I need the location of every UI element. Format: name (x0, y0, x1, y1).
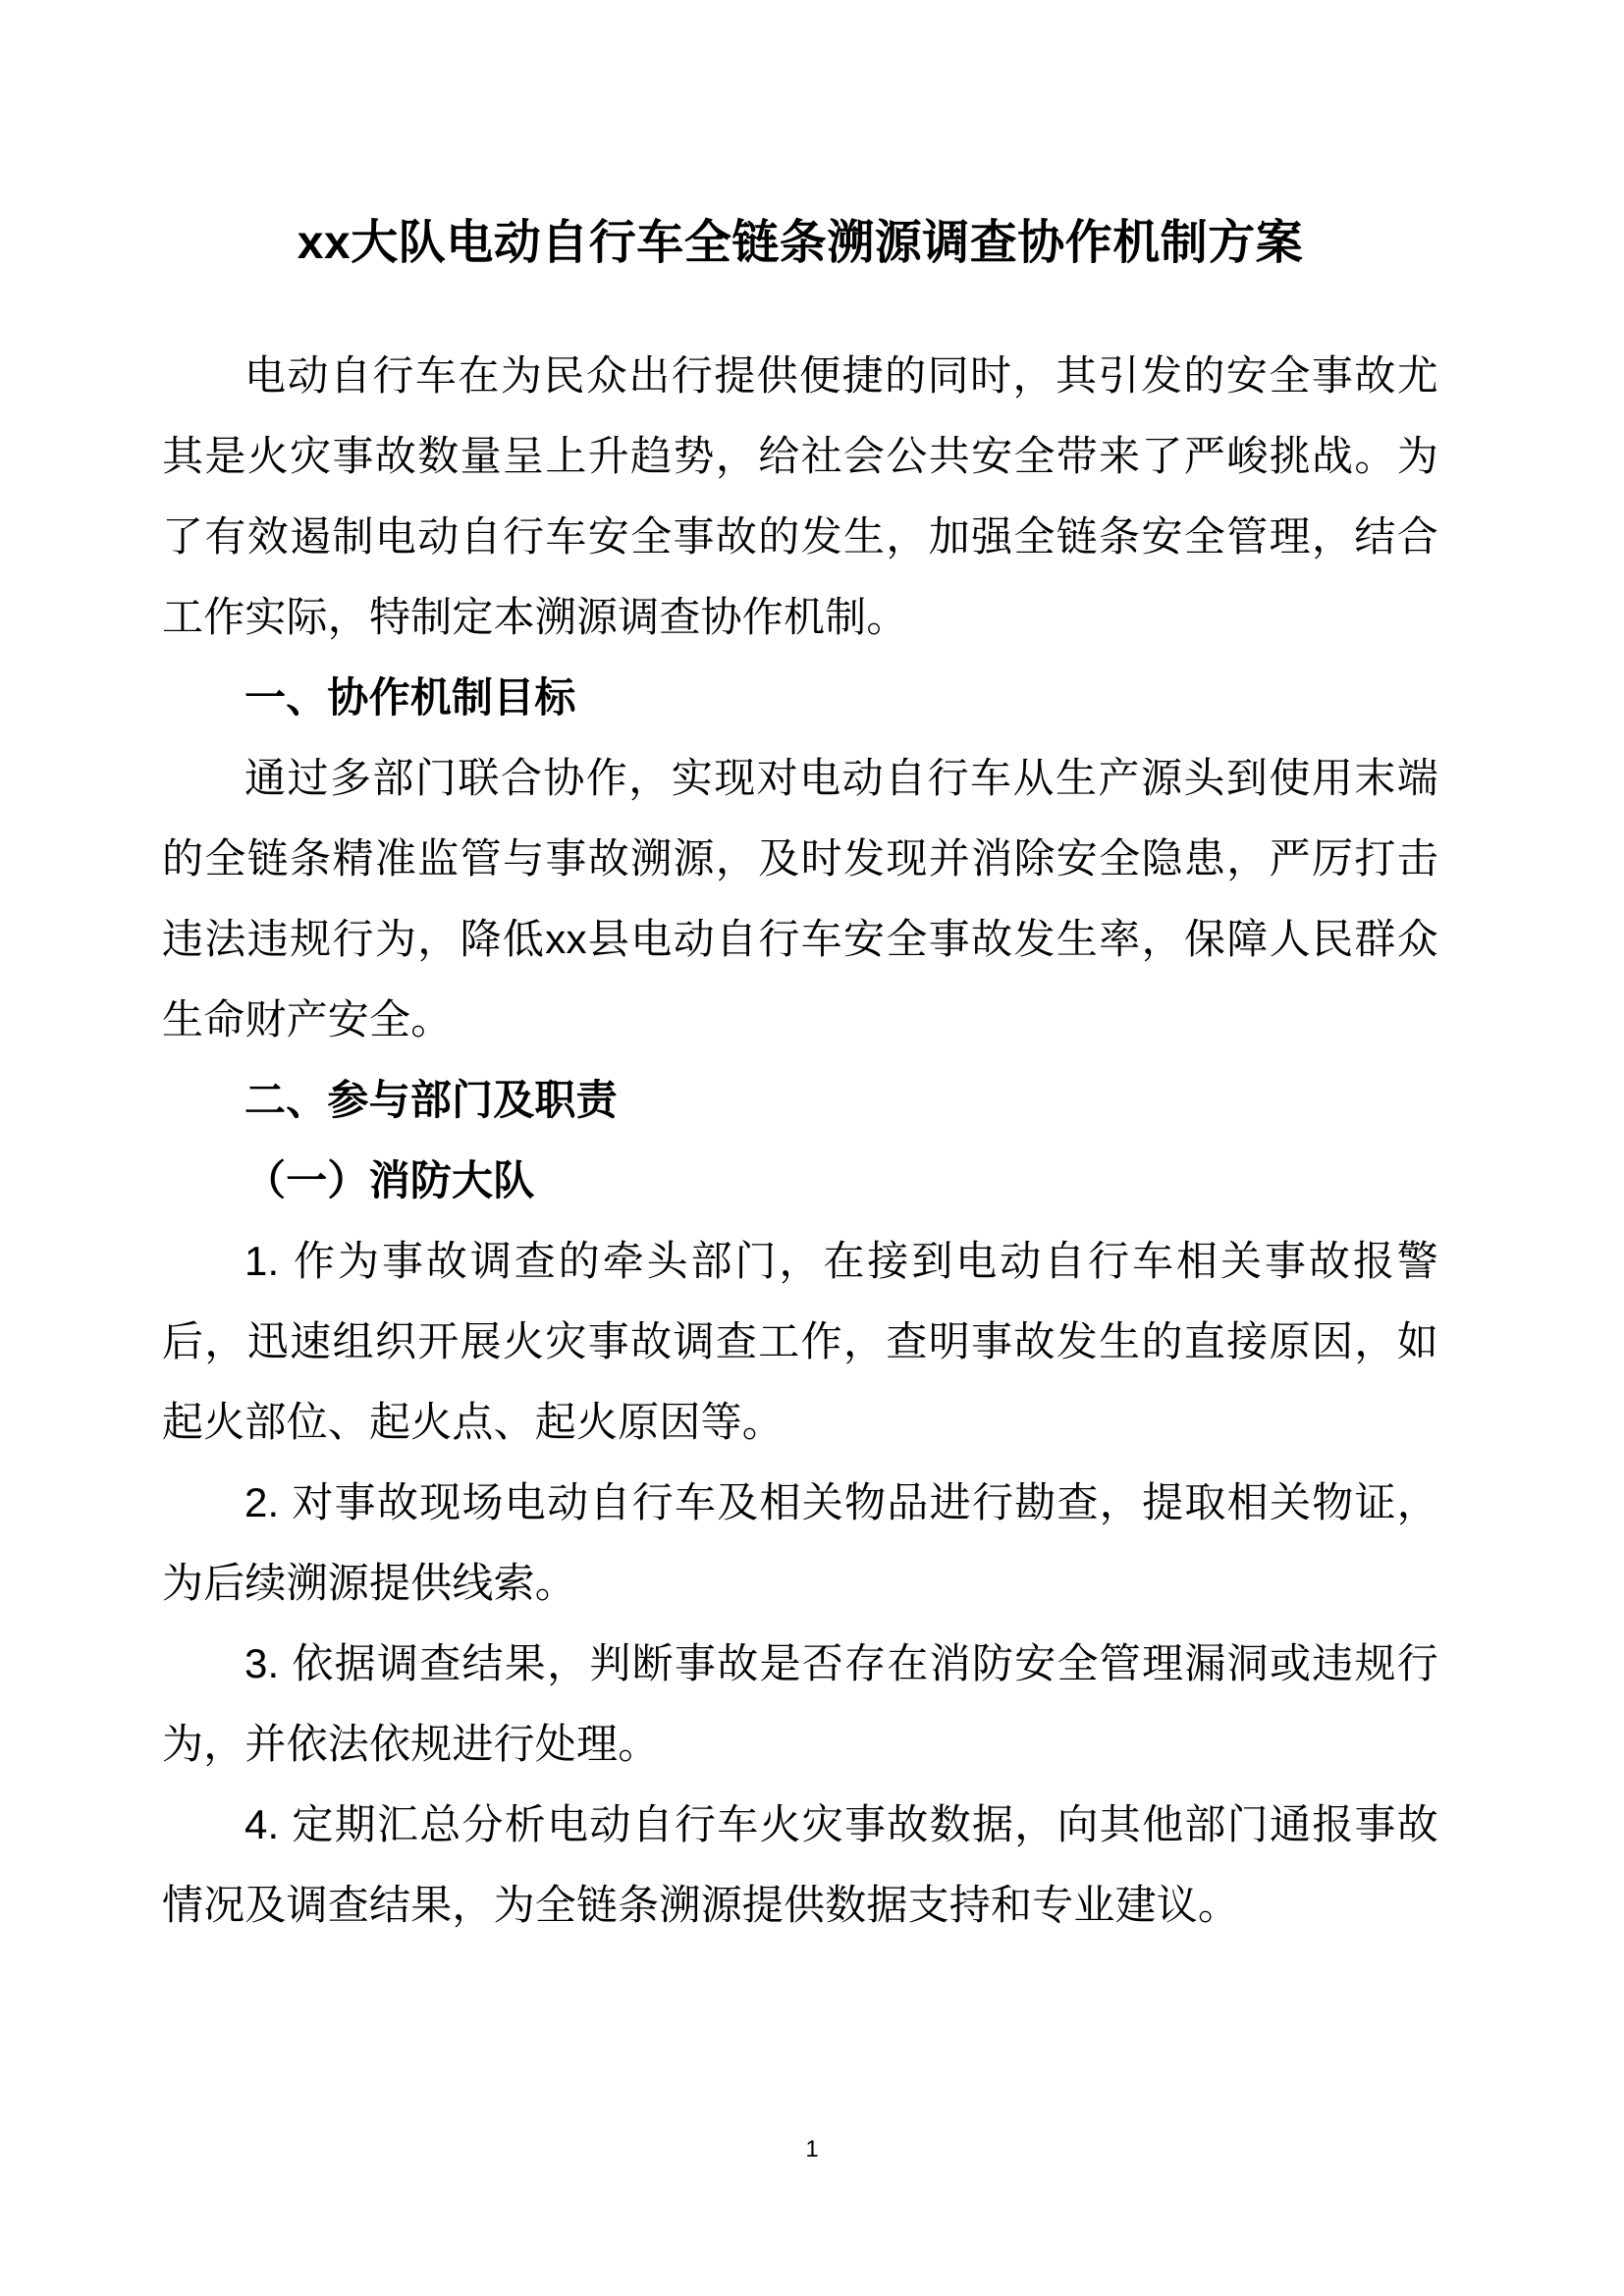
section-heading-1: 一、协作机制目标 (244, 674, 576, 721)
document-body (162, 0, 1438, 1946)
section-heading-2: 二、参与部门及职责 (244, 1077, 618, 1123)
list-item: 3. 依据调查结果，判断事故是否存在消防安全管理漏洞或违规行为，并依法依规进行处理。 (162, 1640, 1438, 1767)
section-1-paragraph: 通过多部门联合协作，实现对电动自行车从生产源头到使用末端的全链条精准监管与事故溯源，及时发现并消除安全隐患，严厉打击违法违规行为，降低xx县电动自行车安全事故发生率，保障人民群众生命财产安全。 (162, 755, 1438, 1042)
document-title: xx大队电动自行车全链条溯源调查协作机制方案 (297, 217, 1304, 269)
list-item: 2. 对事故现场电动自行车及相关物品进行勘查，提取相关物证，为后续溯源提供线索。 (162, 1479, 1438, 1606)
page-number: 1 (805, 2136, 819, 2163)
list-item: 4. 定期汇总分析电动自行车火灾事故数据，向其他部门通报事故情况及调查结果，为全链条溯源提供数据支持和专业建议。 (162, 1801, 1438, 1928)
intro-paragraph: 电动自行车在为民众出行提供便捷的同时，其引发的安全事故尤其是火灾事故数量呈上升趋势，给社会公共安全带来了严峻挑战。为了有效遏制电动自行车安全事故的发生，加强全链条安全管理，结合工作实际，特制定本溯源调查协作机制。 (162, 352, 1438, 640)
subsection-heading-fire-brigade: （一）消防大队 (244, 1157, 535, 1203)
list-item: 1. 作为事故调查的牵头部门，在接到电动自行车相关事故报警后，迅速组织开展火灾事故调查工作，查明事故发生的直接原因，如起火部位、起火点、起火原因等。 (162, 1238, 1438, 1445)
